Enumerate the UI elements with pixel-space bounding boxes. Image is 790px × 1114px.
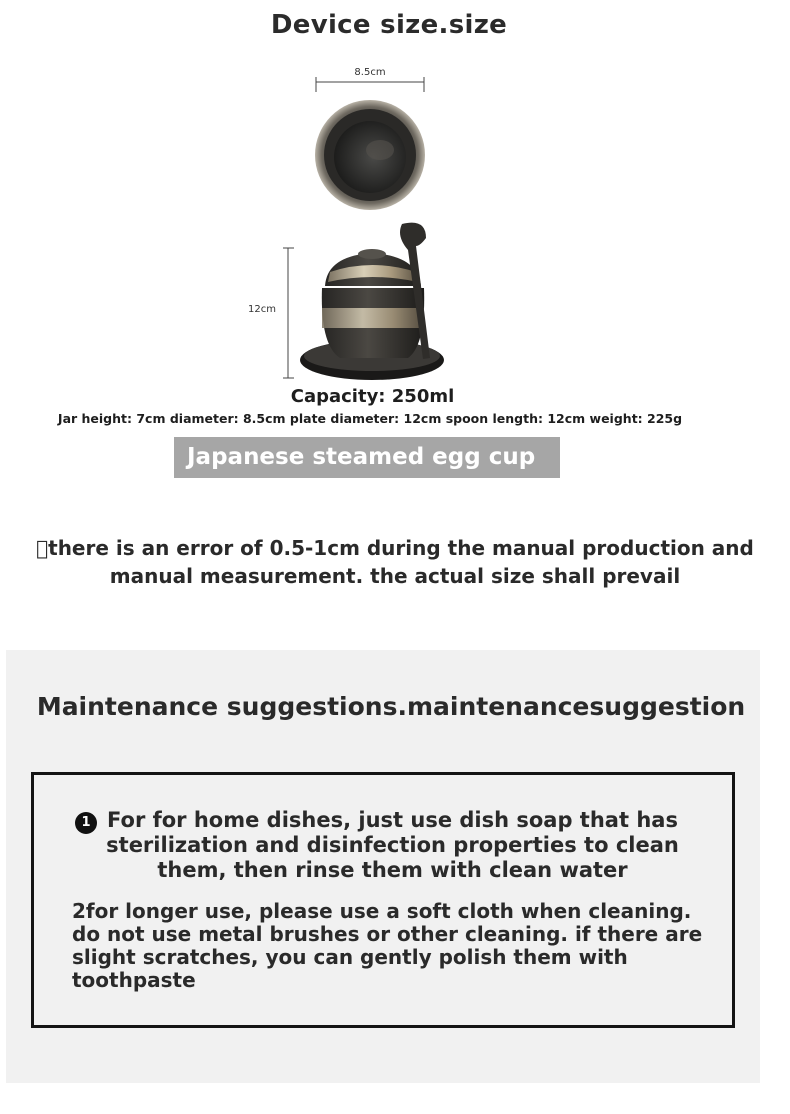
width-label: 8.5cm [354, 67, 386, 78]
height-dimension [248, 248, 294, 378]
covered-cup-with-spoon [300, 223, 444, 380]
product-figure [230, 60, 570, 390]
product-name-banner: Japanese steamed egg cup [174, 437, 560, 478]
maintenance-title: Maintenance suggestions.maintenancesuggestion [36, 692, 746, 721]
maintenance-item: 2for longer use, please use a soft cloth when cleaning. do not use metal brushes or other cleaning. if there are slight scratches, you can gently polish them with toothpaste [72, 899, 703, 992]
capacity-text: Capacity: 250ml [290, 386, 455, 407]
number-one-icon: 1 [75, 812, 97, 834]
measurement-note:  there is an error of 0.5-1cm during the manual production and manual measurement. the actual size shall prevail [36, 536, 754, 588]
height-label: 12cm [248, 304, 276, 315]
width-dimension [316, 67, 424, 92]
cup-top-view [315, 100, 425, 210]
maintenance-item: For for home dishes, just use dish soap that has sterilization and disinfection properties to clean them, then rinse them with clean water [106, 808, 679, 882]
specs-text: Jar height: 7cm diameter: 8.5cm plate diameter: 12cm spoon length: 12cm weight: 225g [57, 411, 683, 426]
page-title: Device size.size [270, 10, 508, 40]
